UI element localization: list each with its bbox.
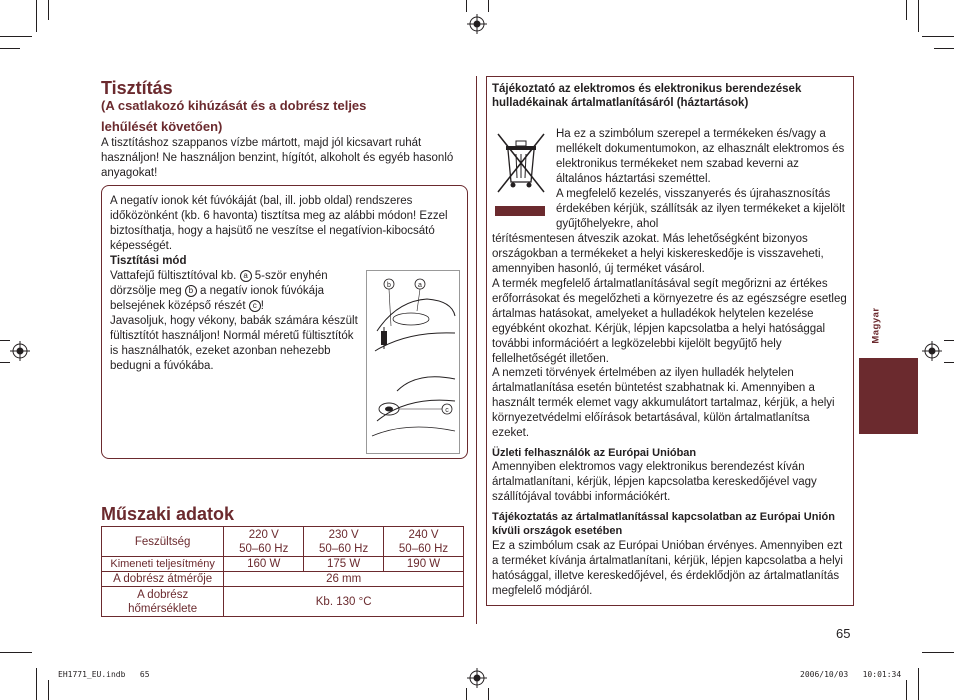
crop-mark [466,0,467,12]
power-190-cell: 190 W [384,557,464,572]
voltage-220-cell: 220 V 50–60 Hz [224,527,304,557]
table-row [102,587,464,617]
voltage-240-cell: 240 V 50–60 Hz [384,527,464,557]
crop-mark [918,668,919,700]
registration-mark-icon [467,14,487,34]
method-instruction [110,269,358,314]
crop-mark [0,48,20,49]
marker-c-icon: c [249,300,261,312]
voltage-230-cell: 230 V 50–60 Hz [304,527,384,557]
column-divider [476,76,477,624]
power-175-cell: 175 W [304,557,384,572]
crop-mark [0,652,32,653]
language-tab [859,358,918,434]
cleaning-title: Tisztítás [101,78,173,98]
crop-mark [944,362,954,363]
crop-mark [48,680,49,700]
side-tab-label: Magyar [870,307,882,344]
page-number: 65 [836,626,851,641]
disposal-paragraph-1: Ha ez a szimbólum szerepel a termékeken és/vagy a mellékelt dokumentumokon, az elhasznált elektromos és elektronikus termékeket nem szabad keverni az általános háztartási szeméttel. [556,128,845,185]
cleaning-box-paragraph: A negatív ionok két fúvókáját (bal, ill. jobb oldal) rendszeres időközönként (kb. 6 havonta) tisztítsa meg az alábbi módon! Ezzel biztosíthatja, hogy a hajsütő ne veszítse el negatívion-kibocsátó képességét. [110,195,448,252]
table-row [102,557,464,572]
svg-text:c: c [445,407,449,414]
specs-title: Műszaki adatok [101,504,235,524]
svg-text:a: a [418,282,422,289]
crop-mark [48,0,49,20]
crop-mark [934,48,954,49]
cleaning-intro: A tisztításhoz szappanos vízbe mártott, majd jól kicsavart ruhát használjon! Ne használjon benzint, hígítót, alkoholt és egyéb hasonló anyagokat! [101,137,454,179]
crop-mark [0,340,10,341]
crop-mark [944,340,954,341]
power-label: Kimeneti teljesítmény [102,557,224,572]
crop-mark [906,0,907,20]
cleaning-illustration [366,270,460,454]
outside-eu-text: Ez a szimbólum csak az Európai Unióban érvényes. Amennyiben ezt a terméket kívánja ártalmatlanítani, kérjük, lépjen kapcsolatba a helyi hatósággal, illetve kereskedőjével, és érdeklődjön az ártalmatlanítás megfelelő módjáról. [492,540,843,597]
disposal-paragraph-2: A megfelelő kezelés, visszanyerés és újrahasznosítás érdekében kérjük, szállítsák az ilyen termékeket a kijelölt gyűjtőhelyekre, ahol [556,188,845,230]
crop-mark [0,362,10,363]
svg-text:b: b [387,282,391,289]
crop-mark [488,0,489,12]
temperature-label: A dobrész hőmérséklete [102,587,224,617]
weee-bar-icon [495,206,545,216]
cleaning-subtitle-line2: lehűlését követően) [101,119,223,134]
method-heading: Tisztítási mód [110,255,187,267]
side-tab-label-wrap [862,300,888,356]
outside-eu-heading: Tájékoztatás az ártalmatlanítással kapcsolatban az Európai Unión kívüli országok esetében [492,511,835,537]
crop-mark [906,680,907,700]
registration-mark-icon [10,341,30,361]
method-text-3: a negatív ionok fúvókája belsejének középső részét [110,285,325,312]
crop-mark [918,0,919,32]
diameter-value: 26 mm [224,572,464,587]
table-row [102,572,464,587]
crop-mark [488,688,489,700]
business-heading: Üzleti felhasználók az Európai Unióban [492,447,697,459]
temperature-value: Kb. 130 °C [224,587,464,617]
footer-datetime: 2006/10/03 10:01:34 [800,670,902,679]
crossed-out-bin-icon [492,130,550,198]
cleaning-subtitle-line1: (A csatlakozó kihúzását és a dobrész teljes [101,98,367,113]
voltage-label: Feszültség [102,527,224,557]
disposal-paragraph-4: A nemzeti törvények értelmében az ilyen hulladék helytelen ártalmatlanítása esetén büntetést szabhatnak ki. Amennyiben a használt termék elemet vagy akkumulátort tartalmaz, kérjük, a helyi környezetvédelmi előírások betartásával, külön ártalmatlanítsa ezeket. [492,367,835,439]
crop-mark [36,0,37,32]
disposal-heading: Tájékoztató az elektromos és elektronikus berendezések hulladékainak ártalmatlanításáról (háztartások) [492,83,802,109]
business-text: Amennyiben elektromos vagy elektronikus berendezést kíván ártalmatlanítani, kérjük, lépjen kapcsolatba kereskedőjével vagy szállítójával további információkért. [492,461,817,503]
registration-mark-icon [922,341,942,361]
marker-a-icon: a [240,270,252,282]
method-text-4: ! [260,300,264,312]
method-text-1: Vattafejű fültisztítóval kb. [110,270,240,282]
method-paragraph-2: Javasoljuk, hogy vékony, babák számára készült fültisztítót használjon! Normál méretű fültisztítók is használhatók, ezeket azonban nehezebb bedugni a fúvókába. [110,315,358,372]
marker-b-icon: b [185,285,197,297]
method-text-2: 5-ször enyhén dörzsölje meg [110,270,328,297]
crop-mark [922,36,954,37]
crop-mark [466,688,467,700]
footer-file: EH1771_EU.indb 65 [58,670,150,679]
registration-mark-icon [467,668,487,688]
hair-dryer-nozzle-icon [367,271,459,453]
power-160-cell: 160 W [224,557,304,572]
disposal-paragraph-2-continued: térítésmentesen átveszik azokat. Más lehetőségként bizonyos országokban a termékeket a helyi kiskereskedője is visszaveheti, amennyiben hasonló, új terméket vásárol. [492,233,824,275]
table-row [102,527,464,557]
disposal-paragraph-3: A termék megfelelő ártalmatlanításával segít megőrizni az értékes erőforrásokat és megelőzheti a környezetre és az egészségre esetleg ártalmas hatásokat, amelyeket a hulladékok helytelen kezelése egyébként okozhat. Kérjük, lépjen kapcsolatba a helyi hatósággal további információért a legközelebbi kijelölt begyűjtő hely fellelhetőségét illetően. [492,278,847,365]
crop-mark [0,36,32,37]
crop-mark [922,652,954,653]
specs-table [101,526,464,617]
diameter-label: A dobrész átmérője [102,572,224,587]
crop-mark [36,668,37,700]
